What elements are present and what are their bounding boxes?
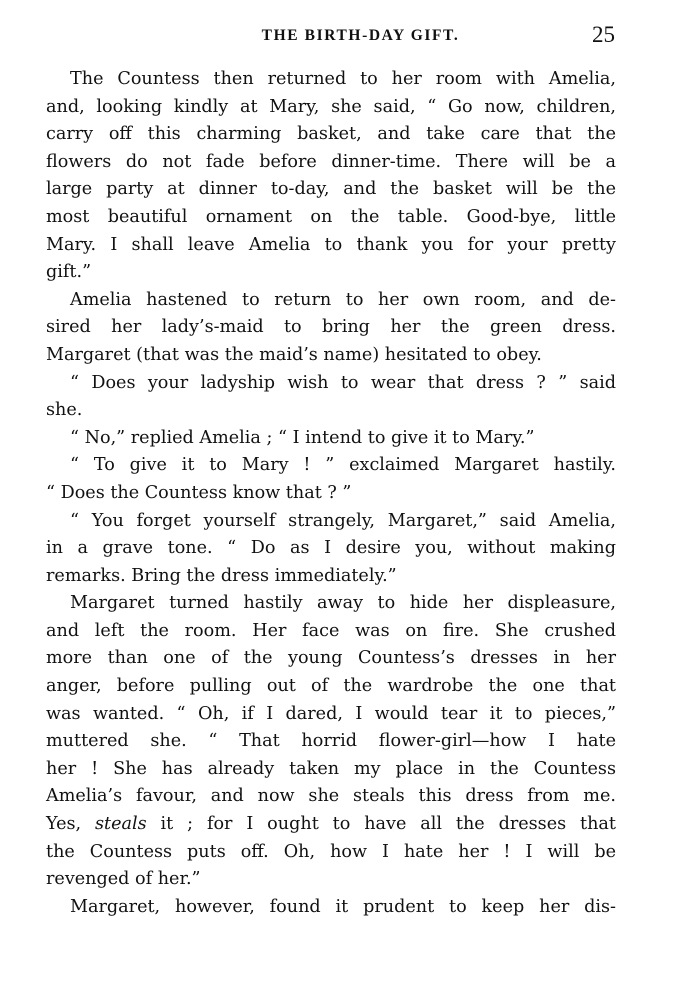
running-head (46, 22, 615, 52)
text-line: “ You forget yourself strangely, Margaret,” said Amelia, (70, 510, 616, 531)
text-line: large party at dinner to-day, and the basket will be the (46, 179, 616, 200)
text-line: “ Does the Countess know that ? ” (46, 482, 352, 503)
text-line: Margaret turned hastily away to hide her displeasure, (70, 593, 616, 614)
text-line: the Countess puts off. Oh, how I hate her ! I will be (46, 841, 616, 862)
text-line: Mary. I shall leave Amelia to thank you for your pretty (46, 234, 616, 255)
text-segment: Yes, (46, 814, 96, 835)
text-line: flowers do not fade before dinner-time. There will be a (46, 151, 616, 172)
body-text (46, 66, 616, 921)
text-line: in a grave tone. “ Do as I desire you, without making (46, 538, 616, 559)
text-line: sired her lady’s-maid to bring her the green dress. (46, 317, 616, 338)
chapter-title: THE BIRTH-DAY GIFT. (261, 27, 460, 44)
text-line: revenged of her.” (46, 869, 201, 890)
text-line: The Countess then returned to her room with Amelia, (70, 69, 616, 89)
text-line: most beautiful ornament on the table. Good-bye, little (46, 206, 616, 227)
text-line: “ To give it to Mary ! ” exclaimed Margaret hastily. (70, 455, 616, 476)
text-line: Amelia hastened to return to her own room, and de- (70, 289, 616, 310)
text-line: “ No,” replied Amelia ; “ I intend to give it to Mary.” (70, 427, 535, 448)
text-line: “ Does your ladyship wish to wear that dress ? ” said (70, 372, 616, 393)
text-segment: it ; for I ought to have all the dresses that (146, 814, 616, 835)
text-line: her ! She has already taken my place in the Countess (46, 758, 616, 779)
page-number: 25 (592, 22, 615, 47)
text-line: she. (46, 400, 83, 421)
text-line-with-italic (46, 811, 616, 839)
text-line: carry off this charming basket, and take care that the (46, 124, 616, 145)
text-line: Margaret, however, found it prudent to keep her dis- (70, 896, 616, 917)
text-line: more than one of the young Countess’s dresses in her (46, 648, 616, 669)
text-line: and left the room. Her face was on fire. She crushed (46, 620, 616, 641)
text-line: remarks. Bring the dress immediately.” (46, 565, 397, 586)
text-line: Amelia’s favour, and now she steals this dress from me. (46, 786, 616, 807)
text-line: gift.” (46, 262, 92, 283)
text-line: muttered she. “ That horrid flower-girl—how I hate (46, 731, 616, 752)
text-line: was wanted. “ Oh, if I dared, I would tear it to pieces,” (46, 703, 616, 724)
text-line: Margaret (that was the maid’s name) hesitated to obey. (46, 344, 542, 365)
italic-word: steals (95, 814, 147, 835)
text-line: and, looking kindly at Mary, she said, “ Go now, children, (46, 96, 616, 117)
text-line: anger, before pulling out of the wardrobe the one that (46, 676, 616, 697)
